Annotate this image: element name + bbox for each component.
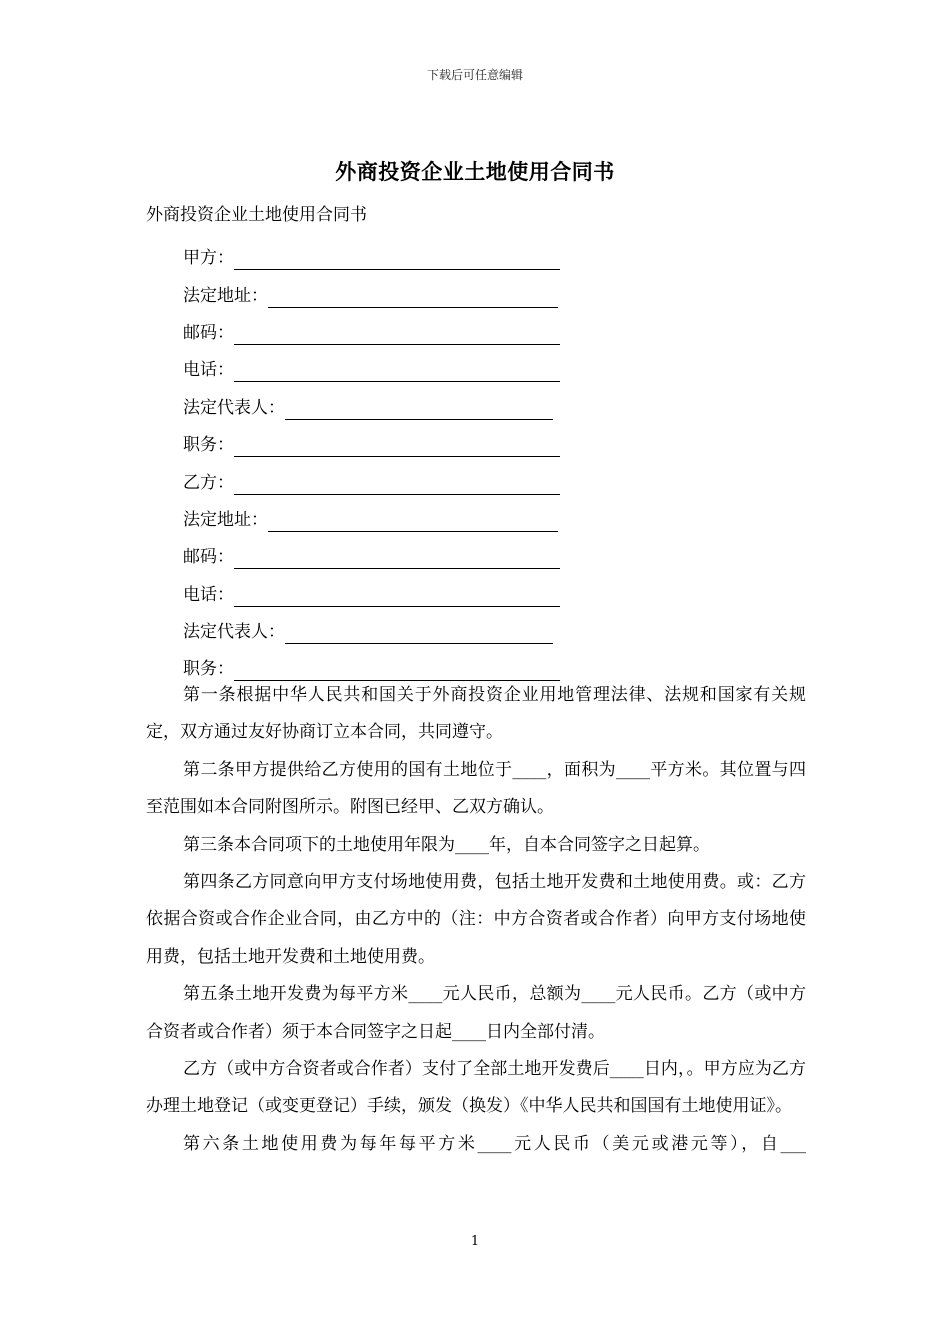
fill-in-line <box>285 403 553 420</box>
party-a-position-field <box>183 424 583 461</box>
field-label: 职务： <box>183 659 234 680</box>
party-b-field <box>183 461 583 498</box>
field-label: 法定代表人： <box>183 622 285 643</box>
field-label: 乙方： <box>183 472 234 493</box>
fill-in-line <box>234 590 560 607</box>
party-a-field <box>183 237 583 274</box>
fill-in-line <box>268 291 558 308</box>
party-fields <box>183 237 583 686</box>
party-a-postcode-field <box>183 312 583 349</box>
field-label: 邮码： <box>183 547 234 568</box>
fill-in-line <box>234 365 560 382</box>
contract-body <box>146 677 806 1163</box>
fill-in-line <box>268 515 558 532</box>
document-title: 外商投资企业土地使用合同书 <box>335 159 615 184</box>
fill-in-line <box>234 478 560 495</box>
fill-in-line <box>234 328 560 345</box>
article-5-continued-paragraph: 乙方（或中方合资者或合作者）支付了全部土地开发费后____日内，。甲方应为乙方办理土地登记（或变更登记）手续，颁发（换发）《中华人民共和国国有土地使用证》。 <box>146 1059 806 1117</box>
field-label: 甲方： <box>183 248 234 269</box>
fill-in-line <box>234 440 560 457</box>
party-b-address-field <box>183 499 583 536</box>
field-label: 法定地址： <box>183 509 268 530</box>
field-label: 电话： <box>183 360 234 381</box>
field-label: 邮码： <box>183 322 234 343</box>
party-b-postcode-field <box>183 536 583 573</box>
article-1-paragraph: 第一条根据中华人民共和国关于外商投资企业用地管理法律、法规和国家有关规定，双方通过友好协商订立本合同，共同遵守。 <box>146 685 806 743</box>
fill-in-line <box>285 627 553 644</box>
header-note: 下载后可任意编辑 <box>426 68 523 82</box>
field-label: 法定代表人： <box>183 397 285 418</box>
document-subtitle: 外商投资企业土地使用合同书 <box>146 205 367 225</box>
party-a-address-field <box>183 274 583 311</box>
party-a-phone-field <box>183 349 583 386</box>
field-label: 法定地址： <box>183 285 268 306</box>
field-label: 职务： <box>183 435 234 456</box>
party-b-phone-field <box>183 574 583 611</box>
field-label: 电话： <box>183 584 234 605</box>
article-4-paragraph: 第四条乙方同意向甲方支付场地使用费，包括土地开发费和土地使用费。或：乙方依据合资或合作企业合同，由乙方中的（注：中方合资者或合作者）向甲方支付场地使用费，包括土地开发费和土地使用费。 <box>146 872 806 967</box>
article-5-paragraph: 第五条土地开发费为每平方米____元人民币，总额为____元人民币。乙方（或中方合资者或合作者）须于本合同签字之日起____日内全部付清。 <box>146 984 806 1042</box>
party-a-representative-field <box>183 387 583 424</box>
article-6-paragraph: 第六条土地使用费为每年每平方米____元人民币（美元或港元等），自___ <box>183 1133 806 1154</box>
article-3-paragraph: 第三条本合同项下的土地使用年限为____年，自本合同签字之日起算。 <box>183 834 710 855</box>
fill-in-line <box>234 253 560 270</box>
party-b-representative-field <box>183 611 583 648</box>
article-2-paragraph: 第二条甲方提供给乙方使用的国有土地位于____，面积为____平方米。其位置与四至范围如本合同附图所示。附图已经甲、乙双方确认。 <box>146 759 806 818</box>
page-number: 1 <box>470 1234 480 1249</box>
fill-in-line <box>234 552 560 569</box>
